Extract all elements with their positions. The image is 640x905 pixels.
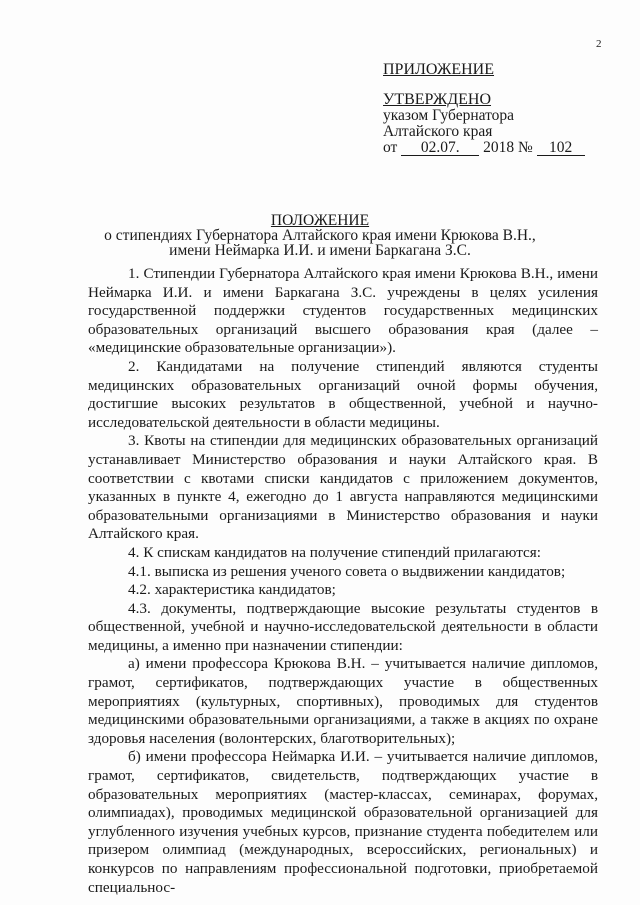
paragraph-1: 1. Стипендии Губернатора Алтайского края имени Крюкова В.Н., имени Неймарка И.И. и имени Баркагана З.С. учреждены в целях усиления государственной поддержки студентов государственных медицинских образовательных организаций высшего образования края (далее – «медицинские образовательные организации»). bbox=[88, 265, 598, 357]
paragraph-4-3-b: б) имени профессора Неймарка И.И. – учитывается наличие дипломов, грамот, сертификатов, свидетельств, подтверждающих участие в образовательных мероприятиях (мастер-классах, семинарах, форумах, олимпиадах), проводимых медицинской образовательной организацией для углубленного изучения учебных курсов, признание студента победителем или призером олимпиад (международных, всероссийских, региональных) и конкурсов по направлениям профессиональной подготовки, приобретаемой специальнос- bbox=[88, 748, 598, 896]
decree-date-line bbox=[383, 140, 623, 156]
decree-year: 2018 № bbox=[483, 139, 533, 156]
document-title bbox=[0, 213, 640, 258]
approval-line-1: указом Губернатора bbox=[383, 107, 515, 124]
paragraph-4-2: 4.2. характеристика кандидатов; bbox=[128, 581, 336, 599]
date-prefix: от bbox=[383, 139, 398, 156]
document-body bbox=[88, 265, 598, 897]
approval-block bbox=[383, 62, 623, 156]
title-line-3: имени Неймарка И.И. и имени Баркагана З.С. bbox=[169, 242, 471, 259]
title-line-2: о стипендиях Губернатора Алтайского края имени Крюкова В.Н., bbox=[104, 227, 536, 244]
decree-date: 02.07. bbox=[401, 141, 479, 156]
paragraph-2: 2. Кандидатами на получение стипендий являются студенты медицинских образовательных организаций очной формы обучения, достигшие высоких результатов в общественной, учебной и научно-исследовательской деятельности в области медицины. bbox=[88, 357, 598, 431]
title-line-1: ПОЛОЖЕНИЕ bbox=[270, 212, 370, 229]
approved-label: УТВЕРЖДЕНО bbox=[383, 91, 492, 108]
paragraph-4-1: 4.1. выписка из решения ученого совета о выдвижении кандидатов; bbox=[128, 562, 566, 580]
paragraph-4-3-a: а) имени профессора Крюкова В.Н. – учитывается наличие дипломов, грамот, сертификатов, подтверждающих участие в общественных мероприятиях (культурных, спортивных), проводимых для студентов медицинскими образовательными организациями, а также в акциях по охране здоровья населения (волонтерских, благотворительных); bbox=[88, 655, 598, 747]
approval-line-2: Алтайского края bbox=[383, 123, 493, 140]
paragraph-4: 4. К спискам кандидатов на получение стипендий прилагаются: bbox=[128, 543, 541, 561]
appendix-heading: ПРИЛОЖЕНИЕ bbox=[383, 61, 495, 78]
page-number: 2 bbox=[596, 38, 602, 50]
paragraph-4-3: 4.3. документы, подтверждающие высокие результаты студентов в общественной, учебной и научно-исследовательской деятельности в области медицины, а именно при назначении стипендии: bbox=[88, 599, 598, 654]
paragraph-3: 3. Квоты на стипендии для медицинских образовательных организаций устанавливает Министерство образования и науки Алтайского края. В соответствии с квотами списки кандидатов с приложением документов, указанных в пункте 4, ежегодно до 1 августа направляются медицинскими образовательными организациями в Министерство образования и науки Алтайского края. bbox=[88, 432, 598, 543]
decree-number: 102 bbox=[537, 141, 585, 156]
